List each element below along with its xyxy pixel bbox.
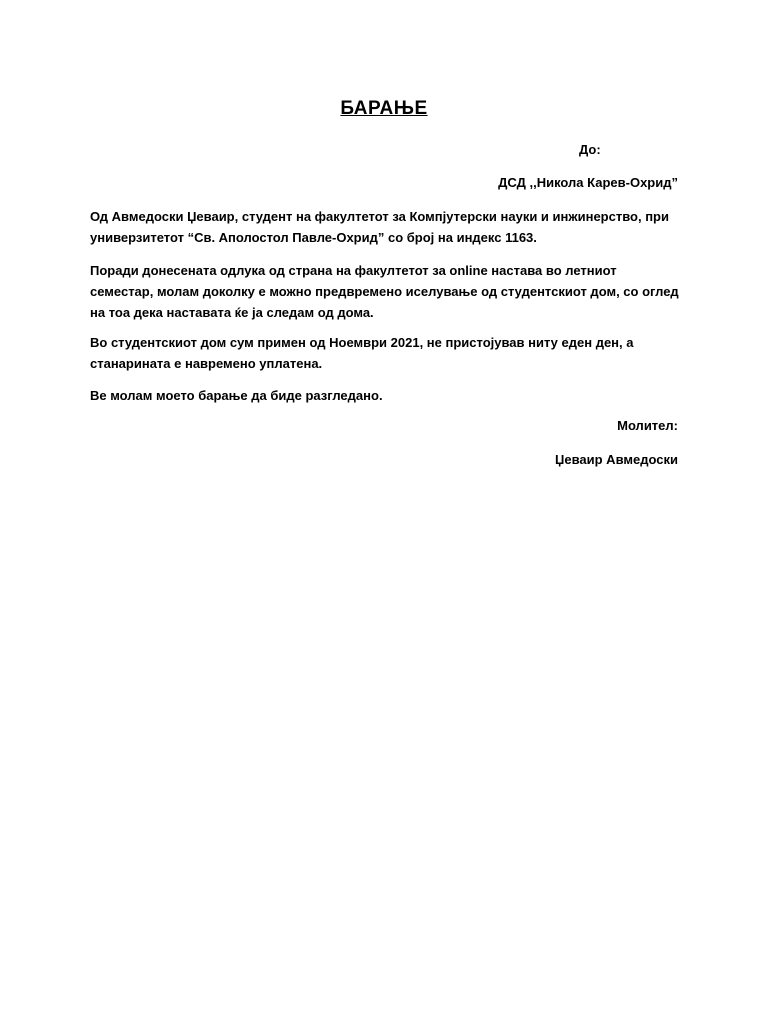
paragraph-intro: Од Авмедоски Џеваир, студент на факултетот за Компјутерски науки и инжинерство, при универзитетот “Св. Аполостол Павле-Охрид” со број на индекс 1163. (90, 209, 669, 245)
paragraph-reason: Поради донесената одлука од страна на факултетот за online настава во летниот семестар, молам доколку е можно предвремено иселување од студентскиот дом, со оглед на тоа дека наставата ќе ја следам од дома. (90, 263, 679, 320)
to-label: До: (579, 142, 601, 157)
paragraph-request: Ве молам моето барање да биде разгледано. (90, 388, 383, 403)
signature-label: Молител: (617, 418, 678, 433)
signature-name: Џеваир Авмедоски (555, 452, 678, 467)
document-title: БАРАЊЕ (340, 98, 428, 119)
paragraph-residence: Во студентскиот дом сум примен од Ноември 2021, не пристојував ниту еден ден, а станарината е навремено уплатена. (90, 335, 634, 371)
recipient: ДСД ,,Никола Карев-Охрид” (498, 175, 678, 190)
